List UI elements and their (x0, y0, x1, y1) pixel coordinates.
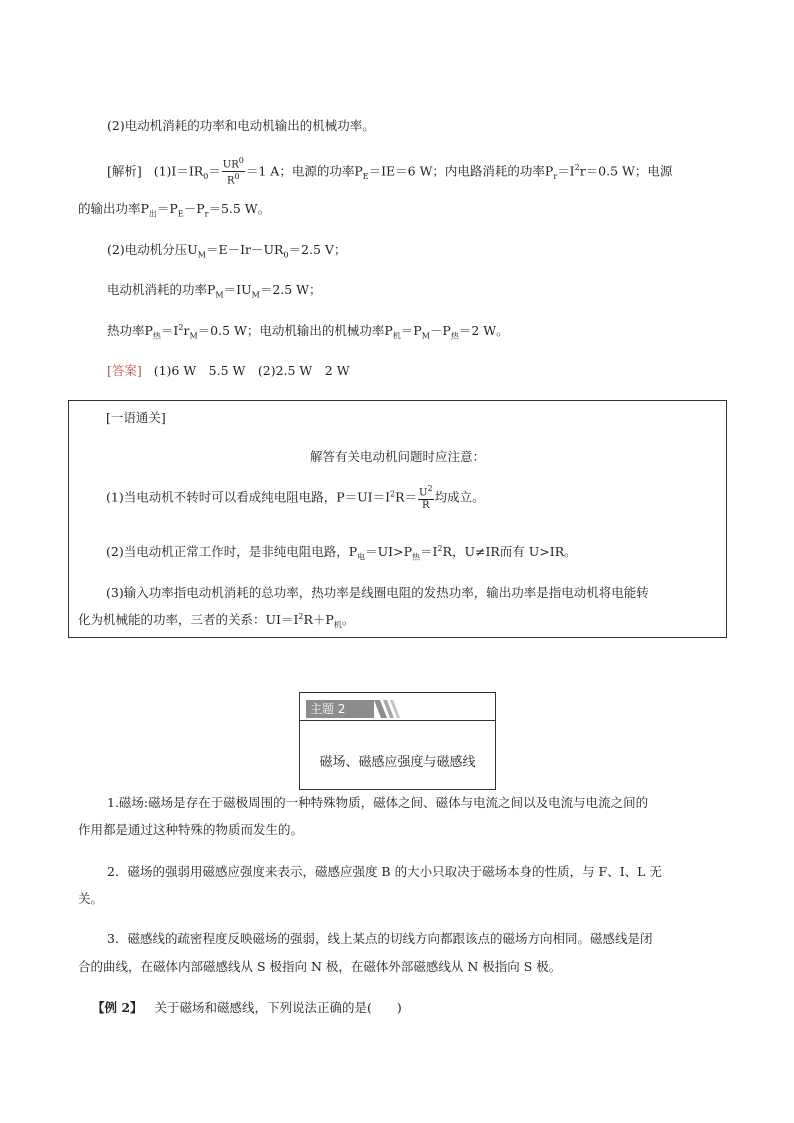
point-2-line-1: 2．磁场的强弱用磁感应强度来表示，磁感应强度 B 的大小只取决于磁场本身的性质，与 F、I、L 无 (107, 864, 662, 879)
fraction-ur0-over-r0: $\frac{UR^0}{R^0}$ (222, 156, 244, 187)
analysis-line-1: [解析] $(1)I=IR_0=$ $\frac{UR^0}{R^0}$ ＝1 A；电源的功率$P_E=IE=6$ W；内电路消耗的功率$P_r=I^2r=0.5$ W；电源 (107, 156, 673, 187)
tip-box (68, 400, 727, 638)
example-label: 【例 2】 (92, 1000, 143, 1015)
example-text: 关于磁场和磁感线，下列说法正确的是( ) (154, 1000, 402, 1015)
tip-box-label: [一语通关] (106, 410, 166, 425)
answer-text: (1)6 W 5.5 W (2)2.5 W 2 W (153, 363, 350, 378)
tip-point-3-line-2: 化为机械能的功率，三者的关系：$UI=I^2R+P_机$。 (78, 611, 355, 630)
point-1-line-1: 1.磁场:磁场是存在于磁极周围的一种特殊物质，磁体之间、磁体与电流之间以及电流与电流之间的 (107, 795, 649, 810)
answer-label: [答案] (107, 363, 142, 378)
tip-point-3-line-1: (3)输入功率指电动机消耗的总功率，热功率是线圈电阻的发热功率，输出功率是指电动机将电能转 (106, 585, 649, 600)
topic-tab-stripes (374, 700, 400, 718)
tip-point-1: (1)当电动机不转时可以看成纯电阻电路，$P=UI=I^2R=$ $\frac{U^2}{R}$ 均成立。 (106, 484, 485, 512)
point-3-line-1: 3．磁感线的疏密程度反映磁场的强弱，线上某点的切线方向都跟该点的磁场方向相同。磁感线是闭 (107, 931, 653, 946)
answer-line (107, 361, 350, 379)
question-2-prompt: (2)电动机消耗的功率和电动机输出的机械功率。 (107, 118, 375, 133)
example-line (92, 998, 402, 1016)
point-3-line-2: 合的曲线，在磁体内部磁感线从 S 极指向 N 极，在磁体外部磁感线从 N 极指向 S 极。 (78, 959, 562, 974)
analysis-line-3: (2)电动机分压$U_M=E-Ir-UR_0=2.5$ V； (107, 242, 347, 260)
analysis-line-2: 的输出功率$P_出=P_E-P_r=5.5$ W。 (78, 201, 271, 219)
analysis-line-5: 热功率$P_热=I^2r_M=0.5$ W；电动机输出的机械功率$P_机=P_M-P_热=2$ W。 (107, 322, 509, 341)
topic-title: 磁场、磁感应强度与磁感线 (319, 755, 476, 770)
topic-box (299, 692, 496, 790)
analysis-line-4: 电动机消耗的功率$P_M=IU_M=2.5$ W； (107, 282, 322, 300)
tip-box-heading: 解答有关电动机问题时应注意： (309, 449, 485, 464)
point-1-line-2: 作用都是通过这种特殊的物质而发生的。 (78, 822, 304, 837)
tip-point-2: (2)当电动机正常工作时，是非纯电阻电路，$P_电=UI>P_热=I^2R$，U≠IR而有 U>IR。 (106, 543, 577, 562)
point-2-line-2: 关。 (78, 891, 104, 906)
topic-divider (300, 720, 495, 721)
fraction-u2-over-r: $\frac{U^2}{R}$ (419, 484, 433, 512)
analysis-label: [解析] (107, 163, 142, 179)
topic-tab: 主题 2 (306, 700, 374, 718)
